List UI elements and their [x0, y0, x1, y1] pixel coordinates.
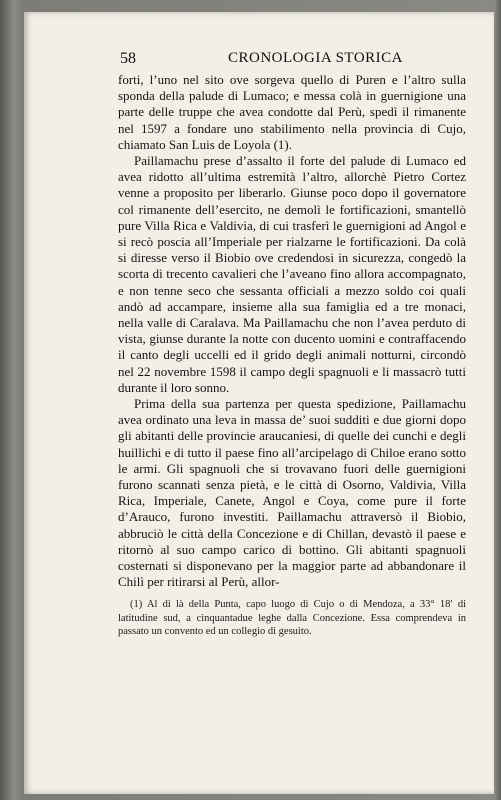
page-header	[120, 50, 460, 72]
paragraph-2: Paillamachu prese d’assalto il forte del palude di Lumaco ed avea ridotto all’ultima estremità l’altro, allorchè Pietro Cortez venne a proposito per liberarlo. Giunse poco dopo il governatore col rimanente dell’esercito, ne demolì le fortificazioni, smantellò pure Villa Rica e Valdivia, di cui trasferì le guernigioni ad Angol e si recò poscia all’Imperiale per rialzarne le fortificazioni. Da colà si diresse verso il Biobio ove credendosi in sicurezza, congedò la scorta di trecento cavalieri che l’aveano fino allora accompagnato, e non tenne seco che sessanta officiali a mezzo soldo coi quali andò ad accampare, insieme alla sua famiglia ed a tre monaci, nella valle di Caralava. Ma Paillamachu che non l’avea perduto di vista, giunse durante la notte con ducento uomini e contraffacendo il canto degli uccelli ed il grido degli animali notturni, circondò nel 22 novembre 1598 il campo degli spagnuoli e li massacrò tutti durante il loro sonno.	[118, 153, 466, 395]
paragraph-1: forti, l’uno nel sito ove sorgeva quello di Puren e l’altro sulla sponda della palude di Lumaco; e messa colà in guernigione una parte delle truppe che avea condotte dal Perù, spedì il rimanente nel 1597 a fondare uno stabilimento nella provincia di Cujo, chiamato San Luis de Loyola (1).	[118, 72, 466, 152]
footnote-separator	[118, 590, 466, 591]
footnote-text: (1) Al di là della Punta, capo luogo di Cujo o di Mendoza, a 33° 18′ di latitudine sud, a cinquantadue leghe dalla Concezione. Essa comprendeva in passato un convento ed un collegio di gesuito.	[118, 599, 466, 637]
body-text	[118, 72, 466, 591]
paragraph-3: Prima della sua partenza per questa spedizione, Paillamachu avea ordinato una leva in massa de’ suoi sudditi e due giorni dopo gli abitanti delle provincie araucaniesi, di quelle dei cunchi e degli huillichi e di tutto il paese fino all’arcipelago di Chiloe erano sotto le armi. Gli spagnuoli che si trovavano fuori delle guernigioni furono scannati senza pietà, e le città di Osorno, Valdivia, Villa Rica, Imperiale, Canete, Angol e Coya, come pure il forte d’Arauco, furono investiti. Paillamachu attraversò il Biobio, abbruciò le città della Concezione e di Chillan, devastò il paese e ritornò al suo campo carico di bottino. Gli abitanti spagnuoli costernati si disponevano per la maggior parte ad abbandonare il Chilì per ritirarsi al Perù, allor-	[118, 396, 466, 590]
footnote	[118, 598, 466, 639]
page-number: 58	[120, 50, 136, 67]
running-title: CRONOLOGIA STORICA	[228, 50, 403, 66]
